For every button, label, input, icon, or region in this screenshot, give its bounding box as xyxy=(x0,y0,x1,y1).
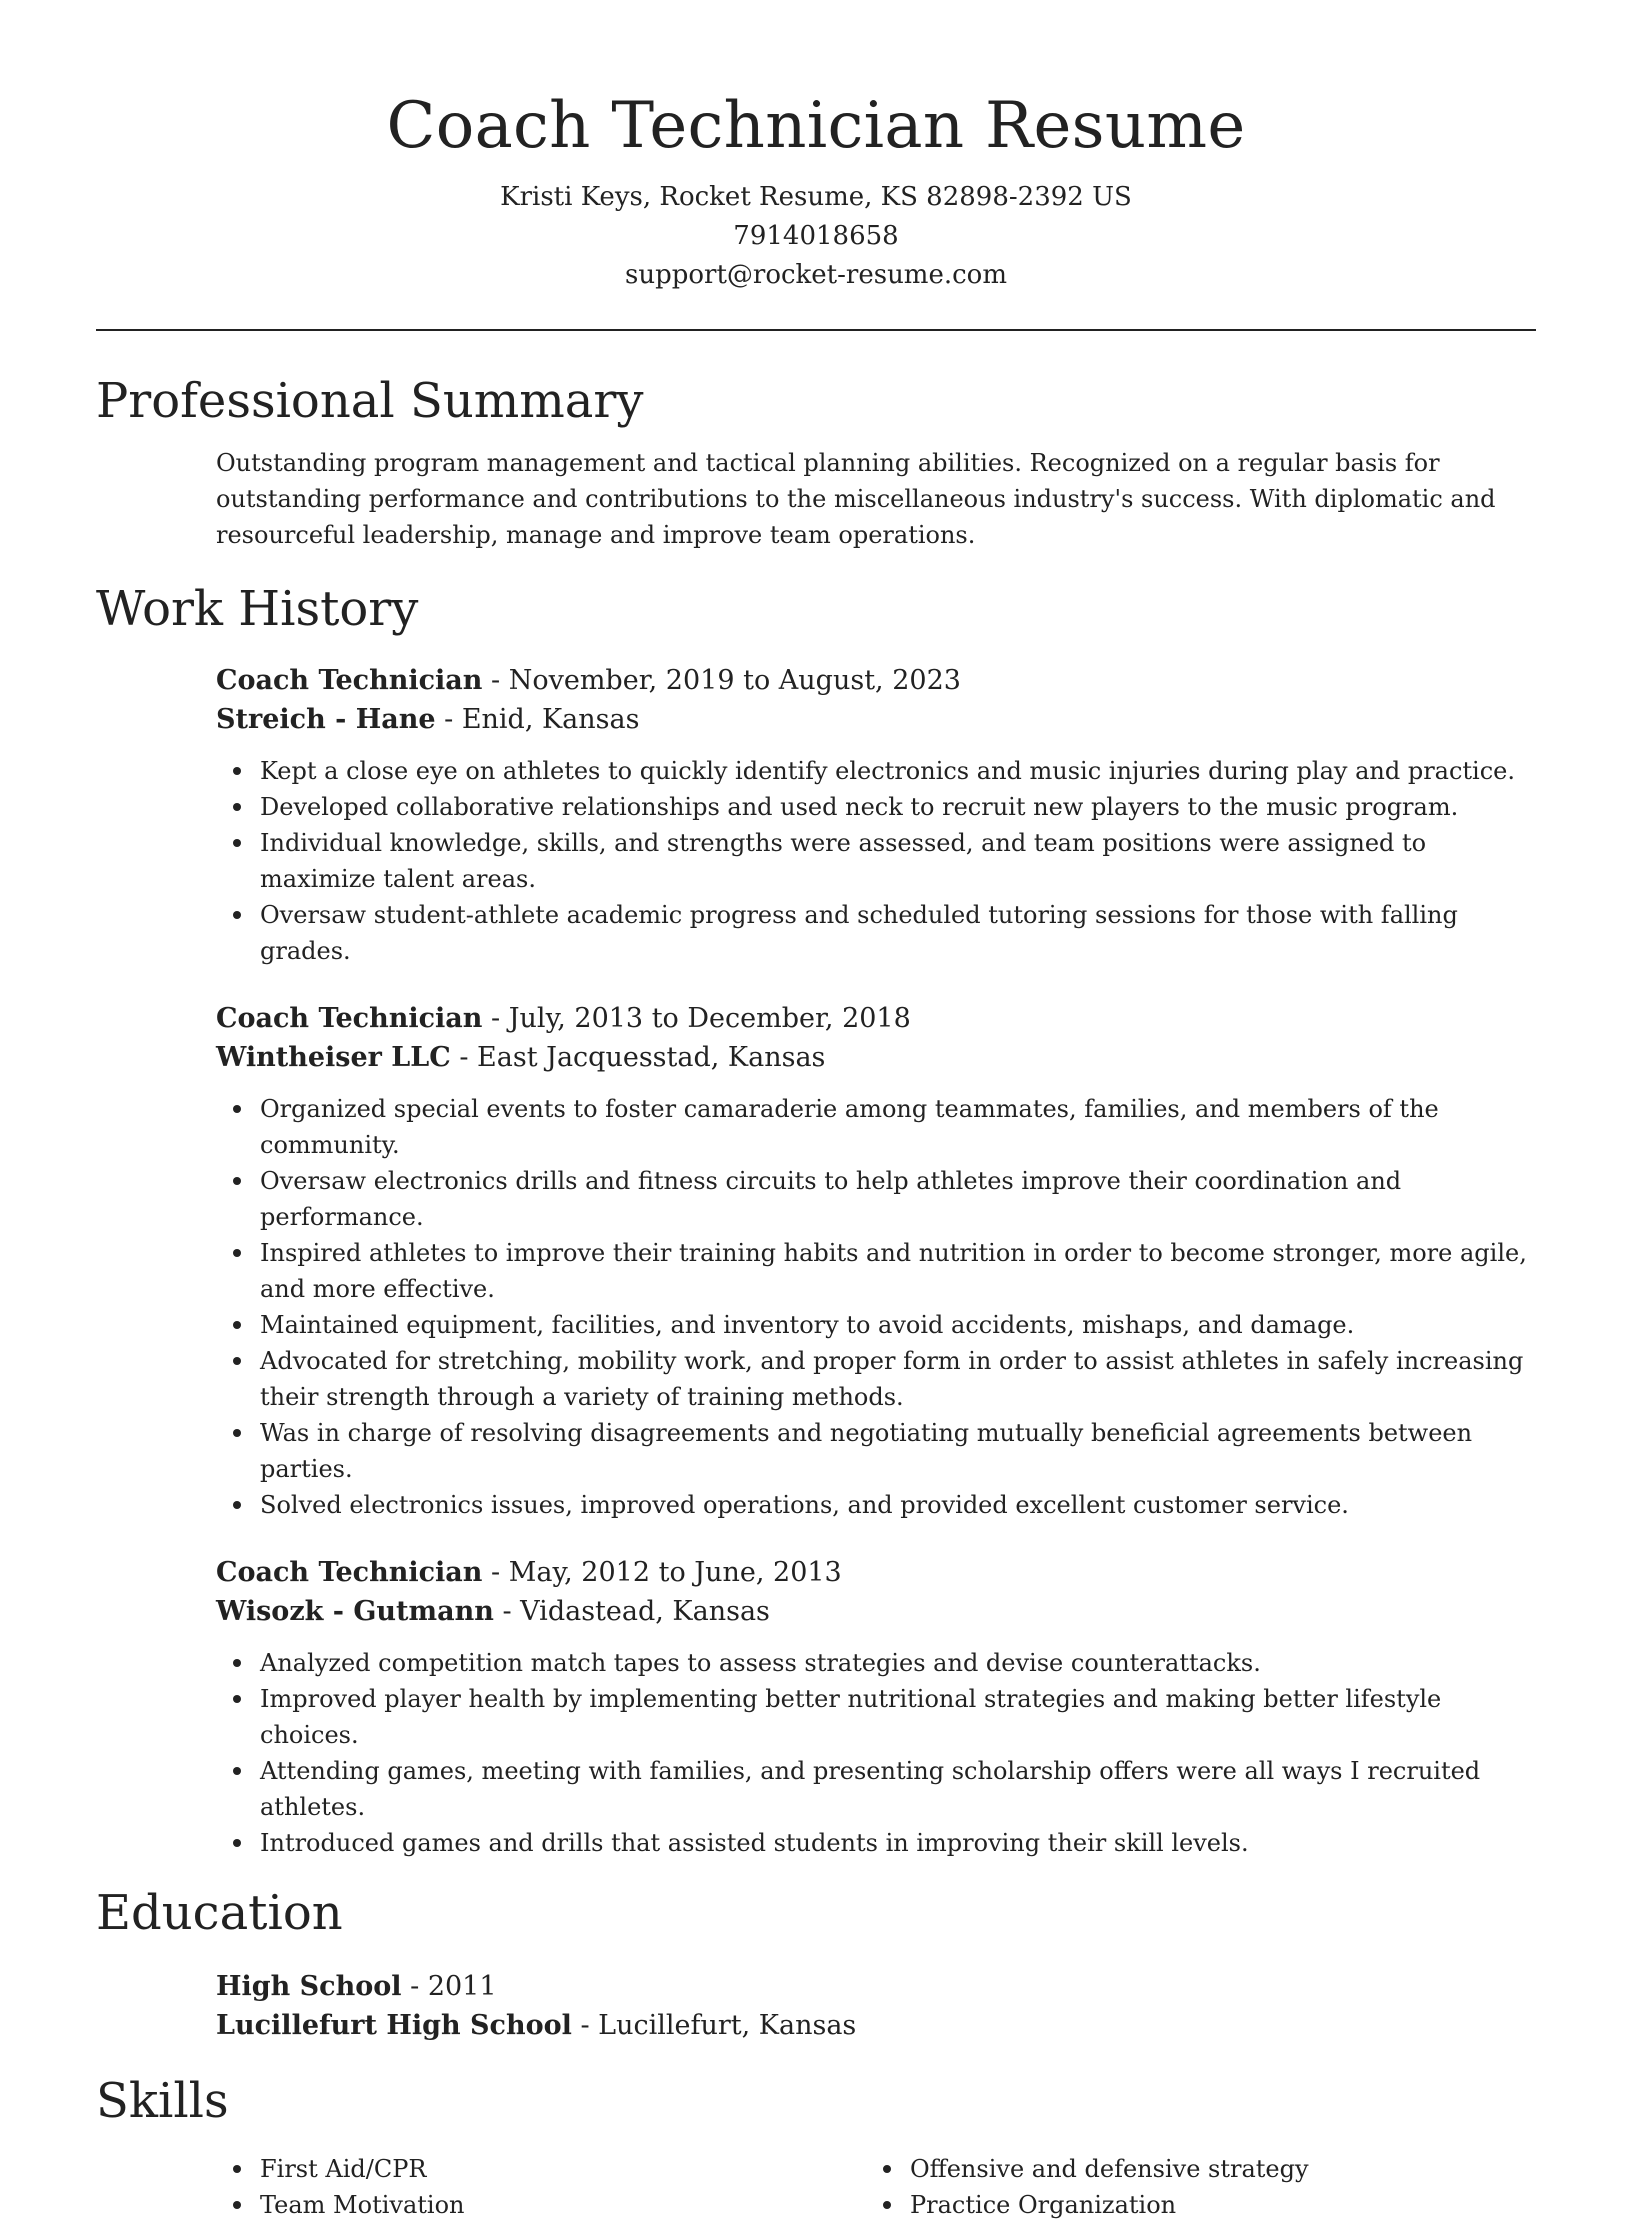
summary-section xyxy=(216,445,1536,553)
resume-title: Coach Technician Resume xyxy=(386,89,1246,163)
resume-page xyxy=(96,0,1536,2223)
job-bullet: Individual knowledge, skills, and strengths were assessed, and team positions were assigned to maximize talent areas. xyxy=(260,825,1536,897)
skill-item: Practice Organization xyxy=(910,2187,1516,2223)
job-entry xyxy=(216,661,1536,969)
job-title: Coach Technician xyxy=(216,665,483,696)
education-degree-line: High School - 2011 xyxy=(216,1971,497,2002)
education-degree: High School xyxy=(216,1971,402,2002)
job-bullet: Kept a close eye on athletes to quickly identify electronics and music injuries during play and practice. xyxy=(260,753,1536,789)
education-school: Lucillefurt High School xyxy=(216,2010,572,2041)
job-company-line: Wisozk - Gutmann - Vidastead, Kansas xyxy=(216,1596,770,1627)
job-title-line: Coach Technician - July, 2013 to December, 2018 xyxy=(216,1003,911,1034)
summary-heading: Professional Summary xyxy=(96,373,644,429)
work-history-section xyxy=(216,661,1536,1861)
job-company: Wintheiser LLC xyxy=(216,1042,451,1073)
job-bullet: Advocated for stretching, mobility work, and proper form in order to assist athletes in safely increasing their strength through a variety of training methods. xyxy=(260,1343,1536,1415)
contact-email: support@rocket-resume.com xyxy=(624,260,1007,290)
job-location: Vidastead, Kansas xyxy=(520,1596,770,1627)
job-title: Coach Technician xyxy=(216,1557,483,1588)
job-entry xyxy=(216,999,1536,1523)
skills-list xyxy=(866,2151,1516,2223)
job-company: Streich - Hane xyxy=(216,704,436,735)
job-bullet: Improved player health by implementing better nutritional strategies and making better lifestyle choices. xyxy=(260,1681,1536,1753)
skills-list xyxy=(216,2151,866,2223)
skill-item: First Aid/CPR xyxy=(260,2151,866,2187)
job-bullet: Attending games, meeting with families, and presenting scholarship offers were all ways I recruited athletes. xyxy=(260,1753,1536,1825)
job-bullet: Was in charge of resolving disagreements and negotiating mutually beneficial agreements between parties. xyxy=(260,1415,1536,1487)
education-location: Lucillefurt, Kansas xyxy=(598,2010,857,2041)
contact-info xyxy=(96,178,1536,295)
contact-address: Kristi Keys, Rocket Resume, KS 82898-2392 US xyxy=(500,182,1132,212)
job-bullet: Maintained equipment, facilities, and inventory to avoid accidents, mishaps, and damage. xyxy=(260,1307,1536,1343)
education-school-line: Lucillefurt High School - Lucillefurt, Kansas xyxy=(216,2010,857,2041)
job-location: Enid, Kansas xyxy=(461,704,640,735)
job-bullet: Inspired athletes to improve their training habits and nutrition in order to become stronger, more agile, and more effective. xyxy=(260,1235,1536,1307)
job-bullet: Introduced games and drills that assisted students in improving their skill levels. xyxy=(260,1825,1536,1861)
job-company-line: Streich - Hane - Enid, Kansas xyxy=(216,704,640,735)
education-section xyxy=(216,1967,1536,2045)
job-bullets xyxy=(216,1091,1536,1523)
job-bullets xyxy=(216,753,1536,969)
job-bullet: Organized special events to foster camaraderie among teammates, families, and members of the community. xyxy=(260,1091,1536,1163)
skills-section xyxy=(216,2151,1536,2223)
job-company-line: Wintheiser LLC - East Jacquesstad, Kansas xyxy=(216,1042,826,1073)
job-company: Wisozk - Gutmann xyxy=(216,1596,494,1627)
summary-text: Outstanding program management and tactical planning abilities. Recognized on a regular basis for outstanding performance and contributions to the miscellaneous industry's success. With diplomatic and resourceful leadership, manage and improve team operations. xyxy=(216,449,1496,549)
job-dates: November, 2019 to August, 2023 xyxy=(508,665,961,696)
job-location: East Jacquesstad, Kansas xyxy=(477,1042,826,1073)
job-bullets xyxy=(216,1645,1536,1861)
contact-phone: 7914018658 xyxy=(733,221,899,251)
skills-grid xyxy=(216,2151,1536,2223)
job-bullet: Solved electronics issues, improved operations, and provided excellent customer service. xyxy=(260,1487,1536,1523)
education-heading: Education xyxy=(96,1885,343,1941)
job-dates: July, 2013 to December, 2018 xyxy=(508,1003,911,1034)
skills-column-right xyxy=(866,2151,1516,2223)
header-divider xyxy=(96,329,1536,331)
education-year: 2011 xyxy=(427,1971,497,2002)
job-dates: May, 2012 to June, 2013 xyxy=(508,1557,842,1588)
job-bullet: Analyzed competition match tapes to assess strategies and devise counterattacks. xyxy=(260,1645,1536,1681)
job-entry xyxy=(216,1553,1536,1861)
skill-item: Team Motivation xyxy=(260,2187,866,2223)
job-title: Coach Technician xyxy=(216,1003,483,1034)
job-bullet: Oversaw electronics drills and fitness circuits to help athletes improve their coordination and performance. xyxy=(260,1163,1536,1235)
job-bullet: Developed collaborative relationships and used neck to recruit new players to the music program. xyxy=(260,789,1536,825)
job-bullet: Oversaw student-athlete academic progress and scheduled tutoring sessions for those with falling grades. xyxy=(260,897,1536,969)
job-title-line: Coach Technician - November, 2019 to August, 2023 xyxy=(216,665,961,696)
skill-item: Offensive and defensive strategy xyxy=(910,2151,1516,2187)
skills-column-left xyxy=(216,2151,866,2223)
job-title-line: Coach Technician - May, 2012 to June, 2013 xyxy=(216,1557,842,1588)
work-history-heading: Work History xyxy=(96,581,419,637)
skills-heading: Skills xyxy=(96,2073,229,2129)
